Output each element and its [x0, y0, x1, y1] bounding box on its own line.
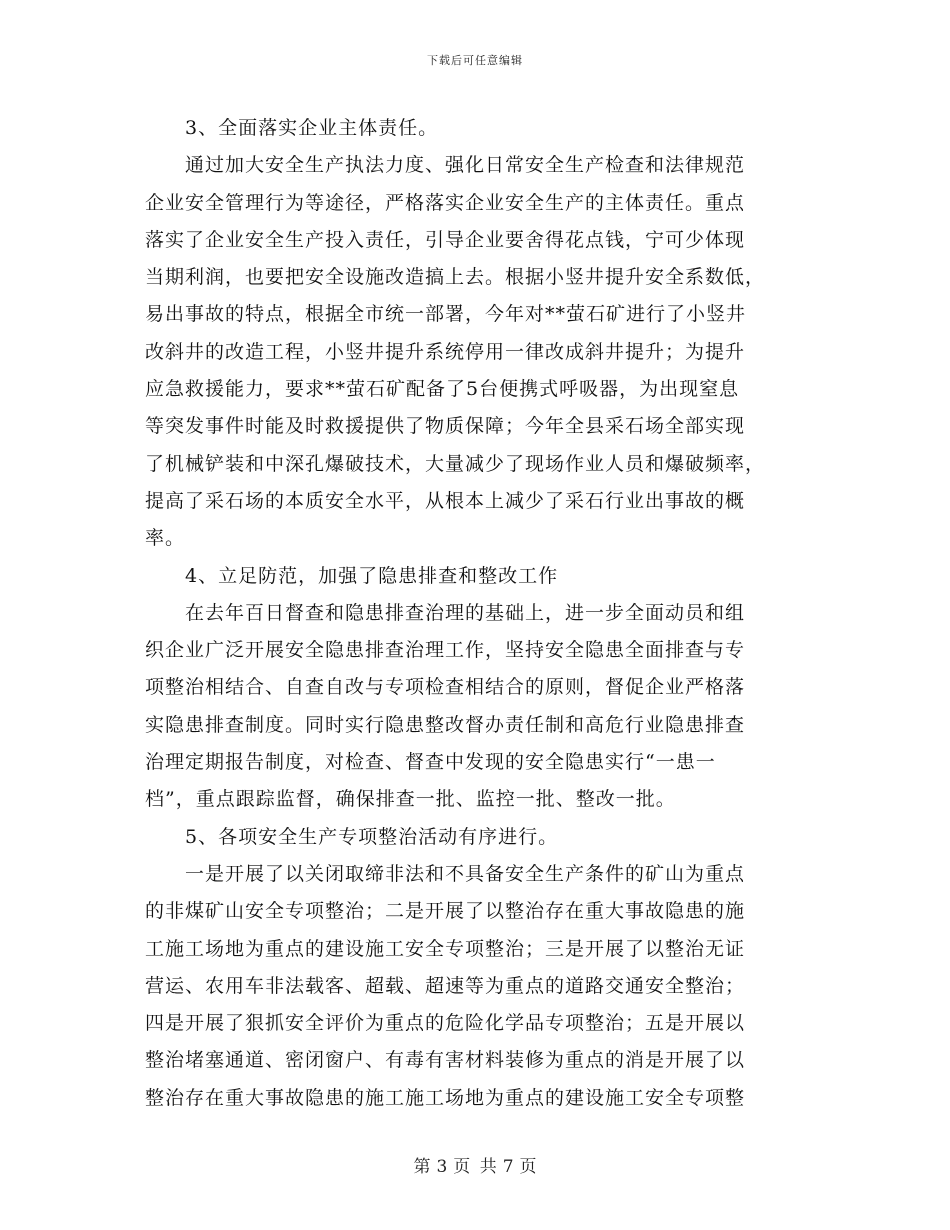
document-body [145, 110, 807, 1117]
text-line: 整治堵塞通道、密闭窗户、有毒有害材料装修为重点的消是开展了以 [145, 1049, 746, 1072]
text-line: 率。 [145, 527, 186, 550]
page-footer [0, 1152, 950, 1177]
text-line: 营运、农用车非法载客、超载、超速等为重点的道路交通安全整治； [145, 974, 746, 997]
text-line: 落实了企业安全生产投入责任，引导企业要舍得花点钱，宁可少体现 [145, 228, 746, 251]
footer-page-number: 3 [436, 1157, 448, 1177]
text-line: 企业安全管理行为等途径，严格落实企业安全生产的主体责任。重点 [145, 191, 746, 214]
text-line: 当期利润，也要把安全设施改造搞上去。根据小竖井提升安全系数低， [145, 266, 766, 289]
text-line: 四是开展了狠抓安全评价为重点的危险化学品专项整治；五是开展以 [145, 1012, 746, 1035]
page-header: 下载后可任意编辑 [427, 54, 523, 67]
text-line: 工施工场地为重点的建设施工安全专项整治；三是开展了以整治无证 [145, 937, 746, 960]
footer-middle: 页 共 [453, 1157, 497, 1177]
text-line: 易出事故的特点，根据全市统一部署，今年对**萤石矿进行了小竖井 [145, 303, 747, 326]
text-line: 档”，重点跟踪监督，确保排查一批、监控一批、整改一批。 [145, 788, 676, 811]
text-line: 织企业广泛开展安全隐患排查治理工作，坚持安全隐患全面排查与专 [145, 639, 746, 662]
text-line: 5、各项安全生产专项整治活动有序进行。 [185, 825, 559, 848]
text-line: 提高了采石场的本质安全水平，从根本上减少了采石行业出事故的概 [145, 489, 746, 512]
text-line: 应急救援能力，要求**萤石矿配备了5台便携式呼吸器，为出现窒息 [145, 378, 740, 401]
text-line: 4、立足防范，加强了隐患排查和整改工作 [185, 564, 559, 587]
text-line: 项整治相结合、自查自改与专项检查相结合的原则，督促企业严格落 [145, 676, 746, 699]
text-line: 的非煤矿山安全专项整治；二是开展了以整治存在重大事故隐患的施 [145, 900, 746, 923]
text-line: 在去年百日督查和隐患排查治理的基础上，进一步全面动员和组 [185, 601, 746, 624]
text-line: 整治存在重大事故隐患的施工施工场地为重点的建设施工安全专项整 [145, 1086, 746, 1109]
footer-suffix: 页 [519, 1157, 537, 1177]
text-line: 实隐患排查制度。同时实行隐患整改督办责任制和高危行业隐患排查 [145, 713, 746, 736]
footer-prefix: 第 [413, 1157, 431, 1177]
text-line: 改斜井的改造工程，小竖井提升系统停用一律改成斜井提升；为提升 [145, 340, 746, 363]
text-line: 通过加大安全生产执法力度、强化日常安全生产检查和法律规范 [185, 154, 746, 177]
text-line: 了机械铲装和中深孔爆破技术，大量减少了现场作业人员和爆破频率， [145, 452, 766, 475]
text-line: 治理定期报告制度，对检查、督查中发现的安全隐患实行“一患一 [145, 751, 716, 774]
text-line: 一是开展了以关闭取缔非法和不具备安全生产条件的矿山为重点 [185, 862, 746, 885]
text-line: 3、全面落实企业主体责任。 [185, 117, 439, 139]
text-line: 等突发事件时能及时救援提供了物质保障；今年全县采石场全部实现 [145, 415, 746, 438]
footer-total-pages: 7 [502, 1157, 514, 1177]
